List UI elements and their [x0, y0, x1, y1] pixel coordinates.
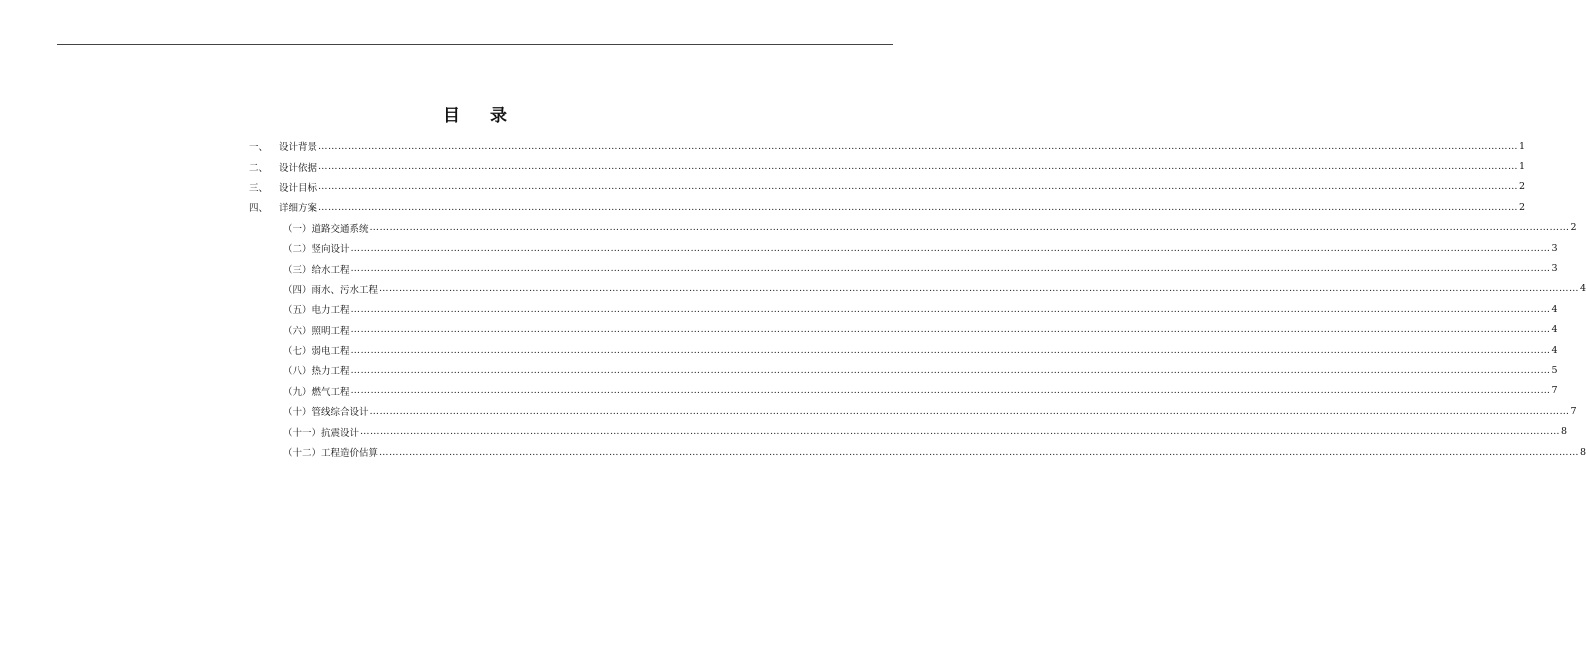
- toc-entry[interactable]: [249, 360, 1558, 380]
- toc-entry-page-number: 3: [1551, 242, 1558, 254]
- toc-entry-label: （二）竖向设计: [283, 244, 350, 256]
- toc-dot-leader: ………………………………………………………………………………………………………………………………………………………………………………………………………………………………………………………………………………………………………………………………: [350, 242, 1551, 254]
- toc-dot-leader: ………………………………………………………………………………………………………………………………………………………………………………………………………………………………………………………………………………………………………………………………: [350, 324, 1551, 336]
- toc-entry-page-number: 7: [1570, 405, 1577, 417]
- toc-entry-page-number: 8: [1561, 426, 1568, 438]
- toc-entry[interactable]: [249, 156, 1526, 176]
- toc-entry-number: 一、: [249, 142, 269, 154]
- toc-entry-page-number: 7: [1551, 385, 1558, 397]
- toc-entry[interactable]: [249, 279, 1586, 299]
- toc-entry-label: 设计背景: [279, 142, 318, 154]
- toc-entry-page-number: 4: [1580, 283, 1586, 295]
- toc-entry-page-number: 2: [1519, 201, 1526, 213]
- toc-dot-leader: ………………………………………………………………………………………………………………………………………………………………………………………………………………………………………………………………………………………………………………………………: [369, 222, 1570, 234]
- toc-entry-page-number: 2: [1519, 181, 1526, 193]
- toc-entry-number: 四、: [249, 203, 269, 215]
- toc-dot-leader: ………………………………………………………………………………………………………………………………………………………………………………………………………………………………………………………………………………………………………………………………: [350, 263, 1551, 275]
- toc-dot-leader: ………………………………………………………………………………………………………………………………………………………………………………………………………………………………………………………………………………………………………………………………: [379, 283, 1580, 295]
- toc-entry[interactable]: [249, 238, 1558, 258]
- toc-title: 目 录: [443, 106, 519, 126]
- toc-entry-page-number: 2: [1570, 222, 1577, 234]
- toc-entry[interactable]: [249, 381, 1558, 401]
- toc-entry-label: （八）热力工程: [283, 366, 350, 378]
- toc-dot-leader: ………………………………………………………………………………………………………………………………………………………………………………………………………………………………………………………………………………………………………………………………: [318, 181, 1519, 193]
- toc-entry[interactable]: [249, 320, 1558, 340]
- toc-entry[interactable]: [249, 197, 1526, 217]
- toc-entry-page-number: 4: [1551, 324, 1558, 336]
- toc-dot-leader: ………………………………………………………………………………………………………………………………………………………………………………………………………………………………………………………………………………………………………………………………: [360, 426, 1561, 438]
- toc-dot-leader: ………………………………………………………………………………………………………………………………………………………………………………………………………………………………………………………………………………………………………………………………: [318, 140, 1519, 152]
- toc-entry[interactable]: [249, 136, 1526, 156]
- toc-entry-label: （三）给水工程: [283, 264, 350, 276]
- toc-entry-label: 设计目标: [279, 182, 318, 194]
- toc-entry-page-number: 5: [1551, 364, 1558, 376]
- toc-entry-page-number: 4: [1551, 344, 1558, 356]
- toc-dot-leader: ………………………………………………………………………………………………………………………………………………………………………………………………………………………………………………………………………………………………………………………………: [318, 161, 1519, 173]
- toc-entry-label: 详细方案: [279, 203, 318, 215]
- toc-entry-label: 设计依据: [279, 162, 318, 174]
- toc-entry-label: （九）燃气工程: [283, 386, 350, 398]
- toc-entry[interactable]: [249, 218, 1577, 238]
- toc-entry-label: （十二）工程造价估算: [283, 448, 379, 460]
- toc-dot-leader: ………………………………………………………………………………………………………………………………………………………………………………………………………………………………………………………………………………………………………………………………: [350, 385, 1551, 397]
- toc-entry[interactable]: [249, 258, 1558, 278]
- toc-dot-leader: ………………………………………………………………………………………………………………………………………………………………………………………………………………………………………………………………………………………………………………………………: [350, 344, 1551, 356]
- toc-entry-number: 二、: [249, 162, 269, 174]
- toc-entry-label: （五）电力工程: [283, 305, 350, 317]
- toc-entry[interactable]: [249, 177, 1526, 197]
- toc-entry-label: （十）管线综合设计: [283, 407, 369, 419]
- toc-entry-label: （六）照明工程: [283, 325, 350, 337]
- toc-entry-page-number: 1: [1519, 161, 1526, 173]
- toc-entry-number: 三、: [249, 182, 269, 194]
- toc-entry[interactable]: [249, 401, 1577, 421]
- table-of-contents: [249, 136, 1586, 462]
- toc-entry-page-number: 1: [1519, 140, 1526, 152]
- toc-entry-label: （四）雨水、污水工程: [283, 284, 379, 296]
- toc-entry[interactable]: [249, 421, 1568, 441]
- toc-dot-leader: ………………………………………………………………………………………………………………………………………………………………………………………………………………………………………………………………………………………………………………………………: [350, 364, 1551, 376]
- toc-entry-label: （一）道路交通系统: [283, 223, 369, 235]
- toc-entry-page-number: 4: [1551, 303, 1558, 315]
- toc-entry[interactable]: [249, 442, 1586, 462]
- toc-entry-label: （七）弱电工程: [283, 346, 350, 358]
- toc-dot-leader: ………………………………………………………………………………………………………………………………………………………………………………………………………………………………………………………………………………………………………………………………: [369, 405, 1570, 417]
- toc-entry-page-number: 8: [1580, 446, 1586, 458]
- toc-dot-leader: ………………………………………………………………………………………………………………………………………………………………………………………………………………………………………………………………………………………………………………………………: [318, 201, 1519, 213]
- toc-entry[interactable]: [249, 340, 1558, 360]
- toc-dot-leader: ………………………………………………………………………………………………………………………………………………………………………………………………………………………………………………………………………………………………………………………………: [350, 303, 1551, 315]
- header-rule: [57, 44, 893, 45]
- toc-dot-leader: ………………………………………………………………………………………………………………………………………………………………………………………………………………………………………………………………………………………………………………………………: [379, 446, 1580, 458]
- toc-entry[interactable]: [249, 299, 1558, 319]
- toc-entry-label: （十一）抗震设计: [283, 427, 360, 439]
- toc-entry-page-number: 3: [1551, 263, 1558, 275]
